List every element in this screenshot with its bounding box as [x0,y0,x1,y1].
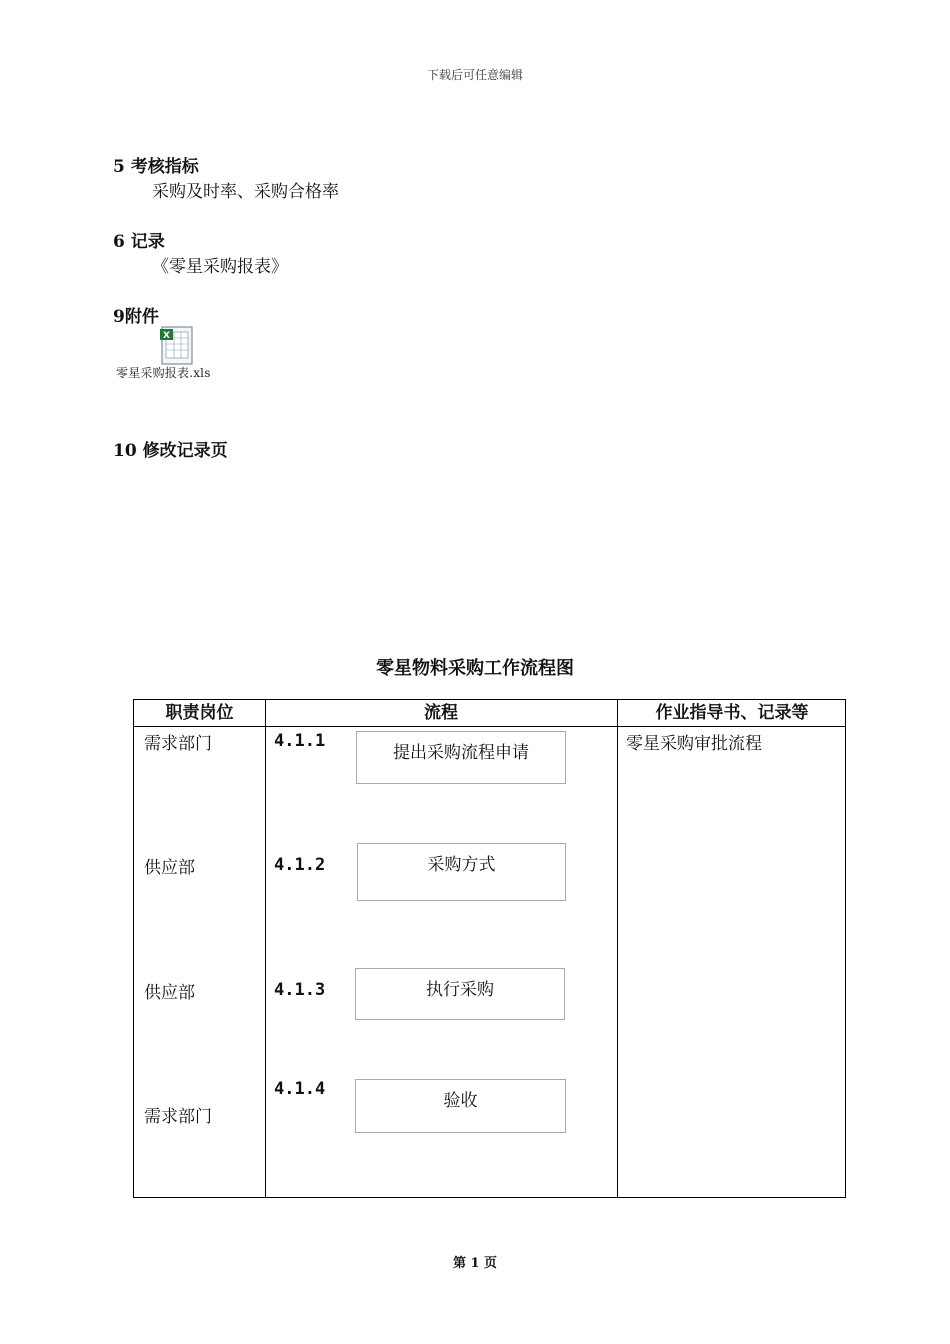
header-note: 下载后可任意编辑 [426,68,523,82]
section-9-heading: 9附件 [113,307,159,327]
role-cell: 供应部 [144,983,195,1003]
column-header-records: 作业指导书、记录等 [655,703,809,723]
excel-file-icon[interactable] [152,326,198,366]
step-number: 4.1.3 [274,980,326,1000]
step-number: 4.1.1 [274,731,326,751]
section-6-heading: 6 记录 [113,232,165,252]
column-header-process: 流程 [424,703,458,723]
page-number: 第 1 页 [452,1256,498,1271]
column-divider [265,700,266,1197]
process-box: 提出采购流程申请 [356,731,566,784]
section-6-body: 《零星采购报表》 [152,257,288,277]
process-box: 验收 [355,1079,566,1133]
flowchart-table [133,699,846,1198]
section-5-heading: 5 考核指标 [113,157,199,177]
process-box: 执行采购 [355,968,565,1020]
role-cell: 供应部 [144,858,195,878]
flowchart-title: 零星物料采购工作流程图 [376,658,574,679]
section-10-heading: 10 修改记录页 [113,441,228,461]
svg-text:X: X [163,331,170,341]
column-divider [617,700,618,1197]
role-cell: 需求部门 [144,1107,212,1127]
attachment-filename[interactable]: 零星采购报表.xls [116,366,211,380]
header-divider [134,726,845,727]
role-cell: 需求部门 [144,734,212,754]
reference-cell: 零星采购审批流程 [626,734,762,754]
process-box: 采购方式 [357,843,566,901]
column-header-role: 职责岗位 [165,703,234,723]
step-number: 4.1.4 [274,1079,326,1099]
section-5-body: 采购及时率、采购合格率 [152,182,339,202]
step-number: 4.1.2 [274,855,326,875]
